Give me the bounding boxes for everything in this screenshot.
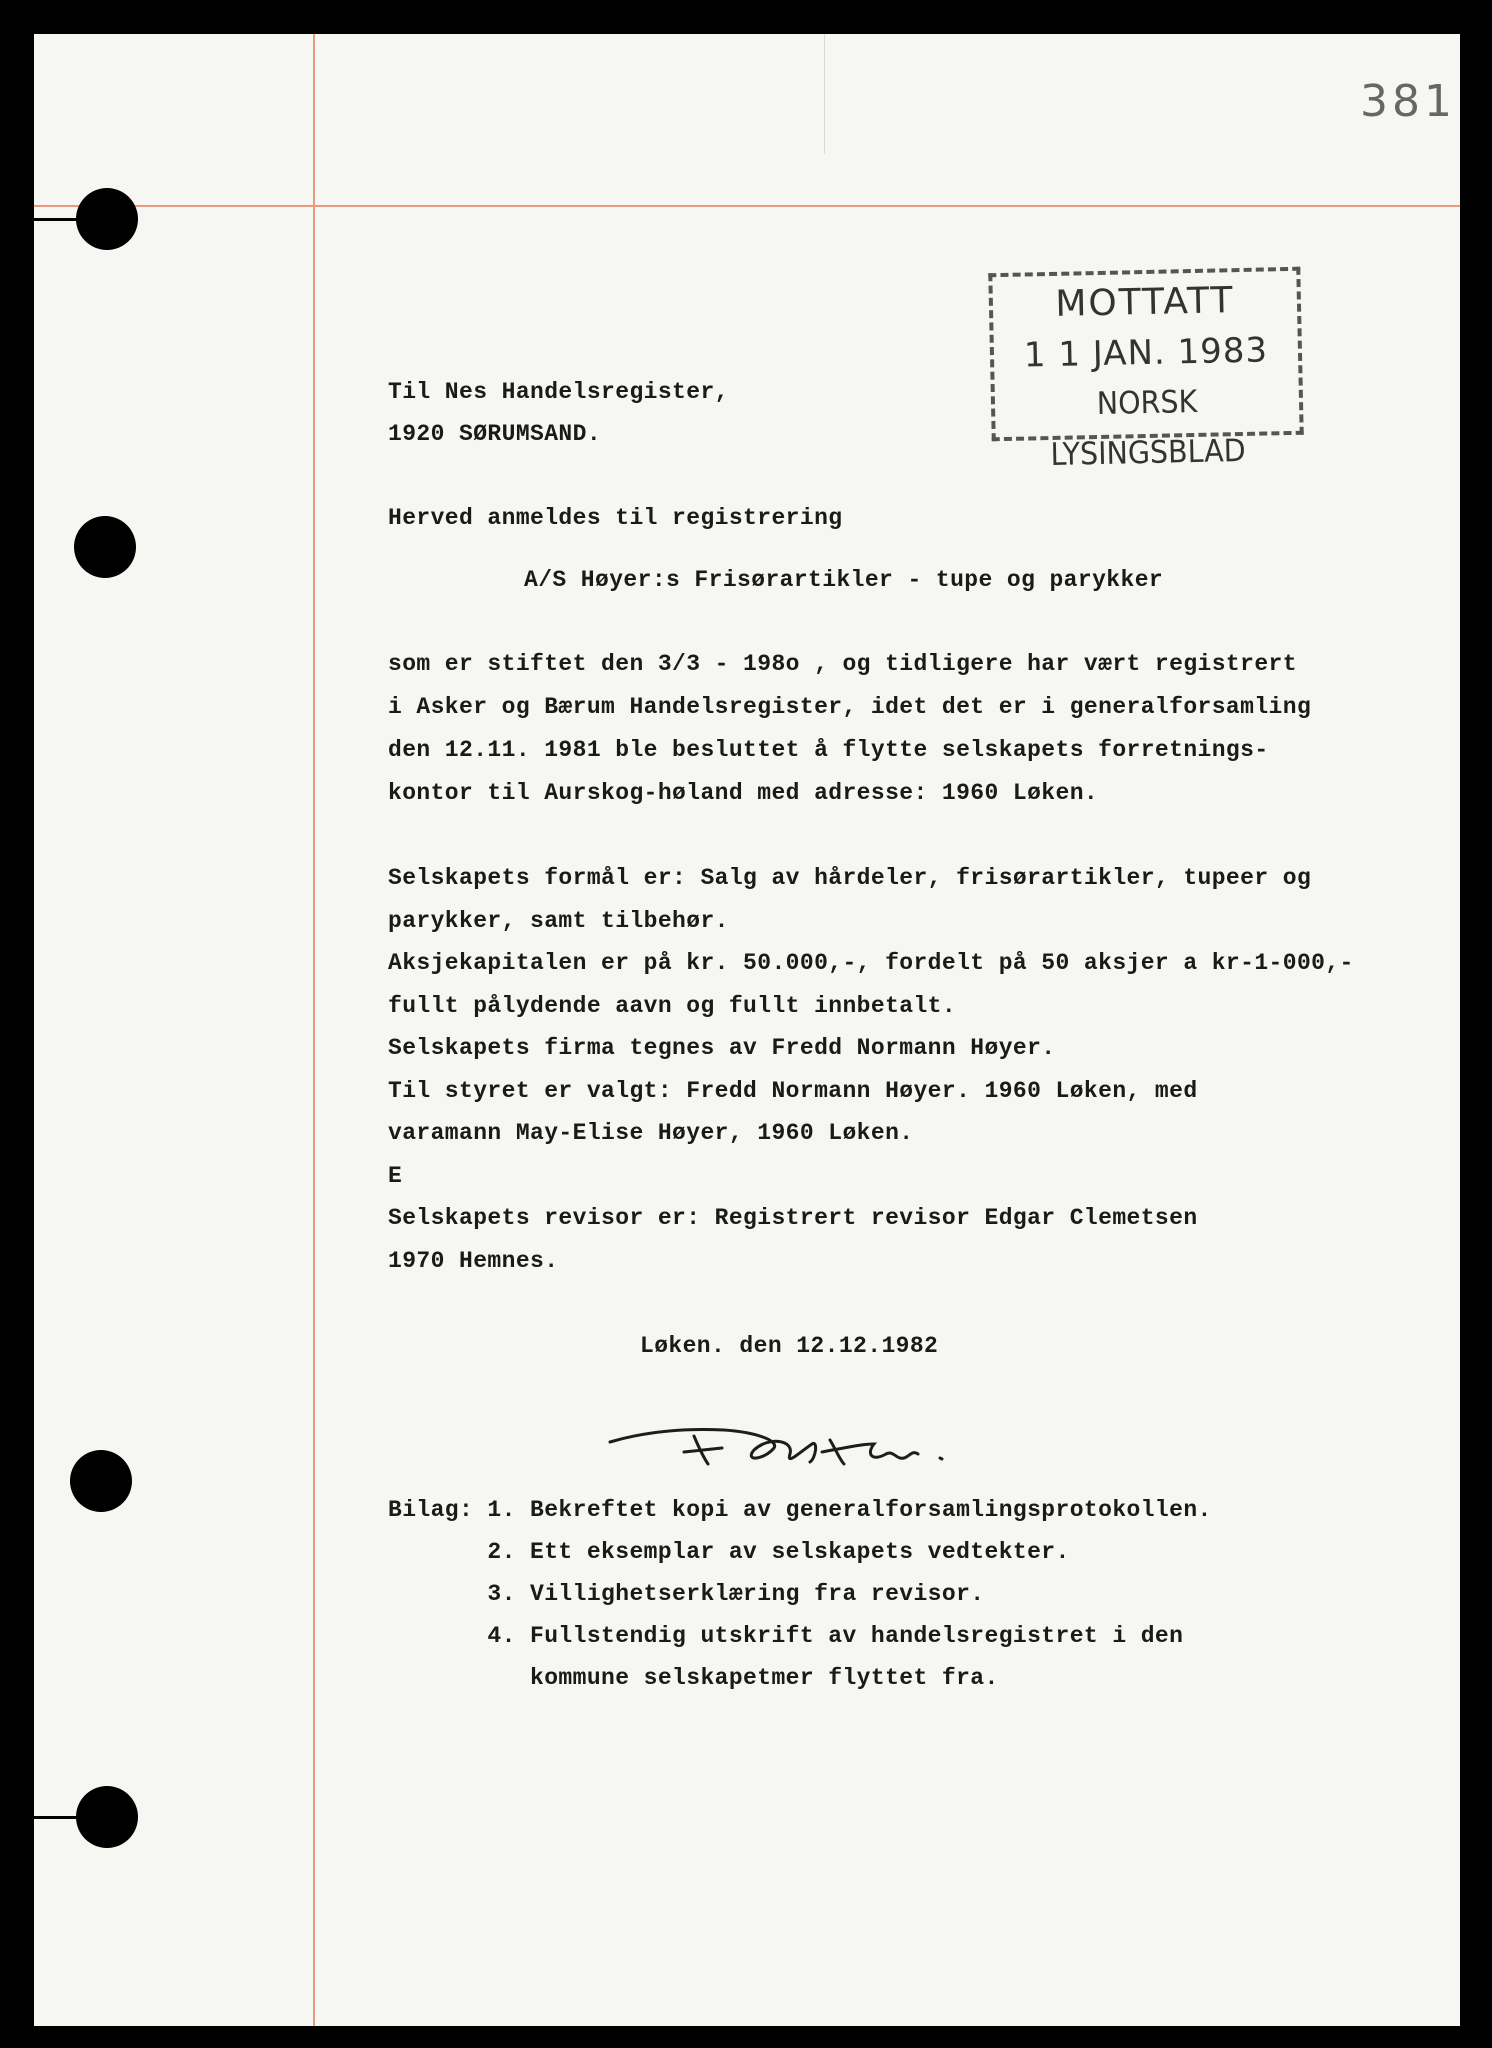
body-line: varamann May-Elise Høyer, 1960 Løken. (388, 1120, 914, 1146)
page-number: 381 (1360, 76, 1456, 127)
punch-hole (76, 188, 138, 250)
body-line: parykker, samt tilbehør. (388, 908, 729, 934)
body-line: Selskapets formål er: Salg av hårdeler, frisørartikler, tupeer og (388, 865, 1312, 891)
stamp-line-received: MOTTATT (1054, 280, 1235, 325)
attachment-line: 2. Ett eksemplar av selskapets vedtekter. (388, 1539, 1070, 1565)
intro-line: Herved anmeldes til registrering (388, 505, 843, 531)
punch-hole (74, 516, 136, 578)
attachment-line: 3. Villighetserklæring fra revisor. (388, 1581, 985, 1607)
body-line: Selskapets firma tegnes av Fredd Normann Høyer. (388, 1035, 1056, 1061)
body-line: Til styret er valgt: Fredd Normann Høyer. 1960 Løken, med (388, 1078, 1198, 1104)
punch-hole (76, 1786, 138, 1848)
stamp-line-publication: NORSK LYSINGSBLAD (1050, 383, 1247, 474)
body-line: kontor til Aurskog-høland med adresse: 1960 Løken. (388, 780, 1099, 806)
address-line: Til Nes Handelsregister, (388, 379, 729, 405)
handwritten-signature (604, 1414, 964, 1484)
margin-rule-vertical (313, 34, 315, 2026)
body-line: Aksjekapitalen er på kr. 50.000,-, fordelt på 50 aksjer a kr-1-000,- (388, 950, 1354, 976)
margin-rule-horizontal (34, 205, 1460, 207)
dateline: Løken. den 12.12.1982 (640, 1333, 939, 1359)
received-stamp (988, 267, 1303, 474)
stamp-line-date: 1 1 JAN. 1983 (1023, 330, 1269, 376)
body-line: E (388, 1163, 403, 1189)
punch-hole (70, 1450, 132, 1512)
document-page (34, 34, 1460, 2026)
body-line: i Asker og Bærum Handelsregister, idet det er i generalforsamling (388, 694, 1312, 720)
body-line: Selskapets revisor er: Registrert revisor Edgar Clemetsen (388, 1205, 1198, 1231)
body-line: som er stiftet den 3/3 - 198o , og tidligere har vært registrert (388, 651, 1297, 677)
body-line: fullt pålydende aavn og fullt innbetalt. (388, 993, 957, 1019)
attachment-line: 4. Fullstendig utskrift av handelsregistret i den (388, 1623, 1184, 1649)
body-line: 1970 Hemnes. (388, 1248, 559, 1274)
fold-mark (824, 34, 825, 154)
attachment-line: kommune selskapetmer flyttet fra. (388, 1665, 999, 1691)
address-line: 1920 SØRUMSAND. (388, 421, 602, 447)
company-name: A/S Høyer:s Frisørartikler - tupe og parykker (524, 567, 1164, 593)
attachment-line: Bilag: 1. Bekreftet kopi av generalforsamlingsprotokollen. (388, 1497, 1212, 1523)
body-line: den 12.11. 1981 ble besluttet å flytte selskapets forretnings- (388, 737, 1269, 763)
